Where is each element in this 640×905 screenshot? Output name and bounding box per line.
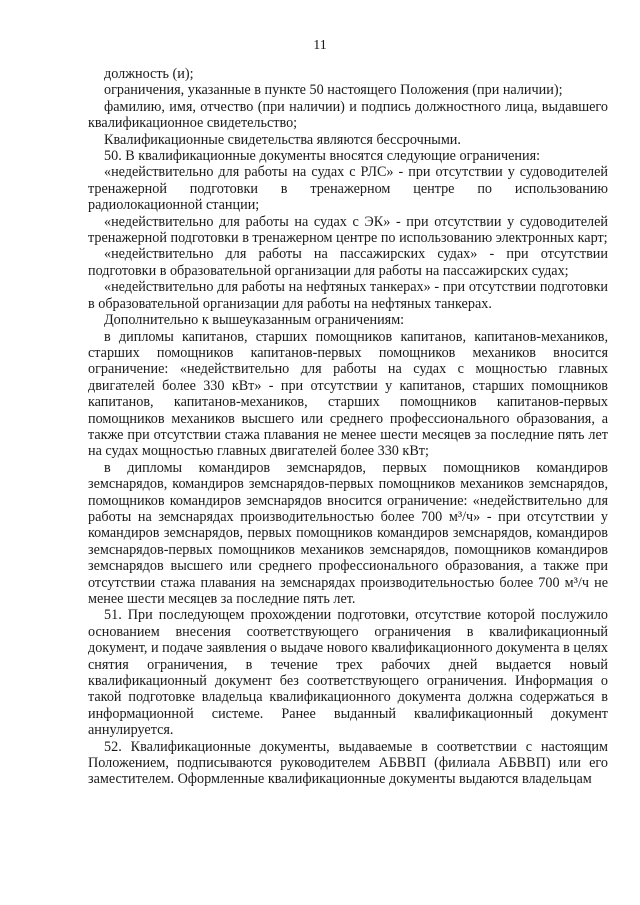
paragraph: в дипломы капитанов, старших помощников капитанов, капитанов-механиков, старших помощников капитанов-первых помощников механиков вносится ограничение: «недействительно для работы на судах с мощностью главных двигателей более 330 кВт» - при отсутствии у капитанов, старших помощников капитанов, капитанов-механиков, старших помощников капитанов-первых помощников механиков высшего или среднего профессионального образования, а также при отсутствии стажа плавания не менее шести месяцев за последние пять лет на судах мощностью главных двигателей более 330 кВт;	[88, 328, 608, 460]
page-number: 11	[313, 38, 327, 53]
paragraph: Дополнительно к вышеуказанным ограничениям:	[104, 312, 405, 329]
document-body	[88, 66, 608, 788]
paragraph: в дипломы командиров земснарядов, первых помощников командиров земснарядов, командиров земснарядов-первых помощников механиков земснарядов, помощников командиров земснарядов вносится ограничение: «недействительно для работы на земснарядах производительностью более 700 м³/ч» - при отсутствии у командиров земснарядов, первых помощников командиров земснарядов, командиров земснарядов-первых помощников механиков земснарядов, помощников командиров земснарядов высшего или среднего профессионального образования, а также при отсутствии стажа плавания на земснарядах производительностью более 700 м³/ч не менее шести месяцев за последние пять лет.	[88, 459, 608, 607]
paragraph: «недействительно для работы на нефтяных танкерах» - при отсутствии подготовки в образовательной организации для работы на нефтяных танкерах.	[88, 279, 608, 312]
paragraph: Квалификационные свидетельства являются бессрочными.	[104, 131, 461, 148]
paragraph: 52. Квалификационные документы, выдаваемые в соответствии с настоящим Положением, подписываются руководителем АБВВП (филиала АБВВП) или его заместителем. Оформленные квалификационные документы выдаются владельцам	[88, 738, 608, 788]
paragraph: 50. В квалификационные документы вносятся следующие ограничения:	[104, 148, 541, 165]
paragraph: должность (и);	[104, 66, 194, 82]
paragraph: 51. При последующем прохождении подготовки, отсутствие которой послужило основанием внесения соответствующего ограничения в квалификационный документ, и подаче заявления о выдаче нового квалификационного документа в целях снятия ограничения, в течение трех рабочих дней выдается новый квалификационный документ без соответствующего ограничения. Информация о такой подготовке владельца квалификационного документа должна содержаться в информационной системе. Ранее выданный квалификационный документ аннулируется.	[88, 607, 608, 739]
paragraph: ограничения, указанные в пункте 50 настоящего Положения (при наличии);	[104, 82, 563, 99]
paragraph: фамилию, имя, отчество (при наличии) и подпись должностного лица, выдавшего квалификационное свидетельство;	[88, 98, 608, 132]
paragraph: «недействительно для работы на судах с РЛС» - при отсутствии у судоводителей тренажерной подготовки в тренажерном центре по использованию радиолокационной станции;	[88, 164, 608, 214]
paragraph: «недействительно для работы на судах с ЭК» - при отсутствии у судоводителей тренажерной подготовки в тренажерном центре по использованию электронных карт;	[88, 213, 608, 247]
paragraph: «недействительно для работы на пассажирских судах» - при отсутствии подготовки в образовательной организации для работы на пассажирских судах;	[88, 246, 608, 279]
